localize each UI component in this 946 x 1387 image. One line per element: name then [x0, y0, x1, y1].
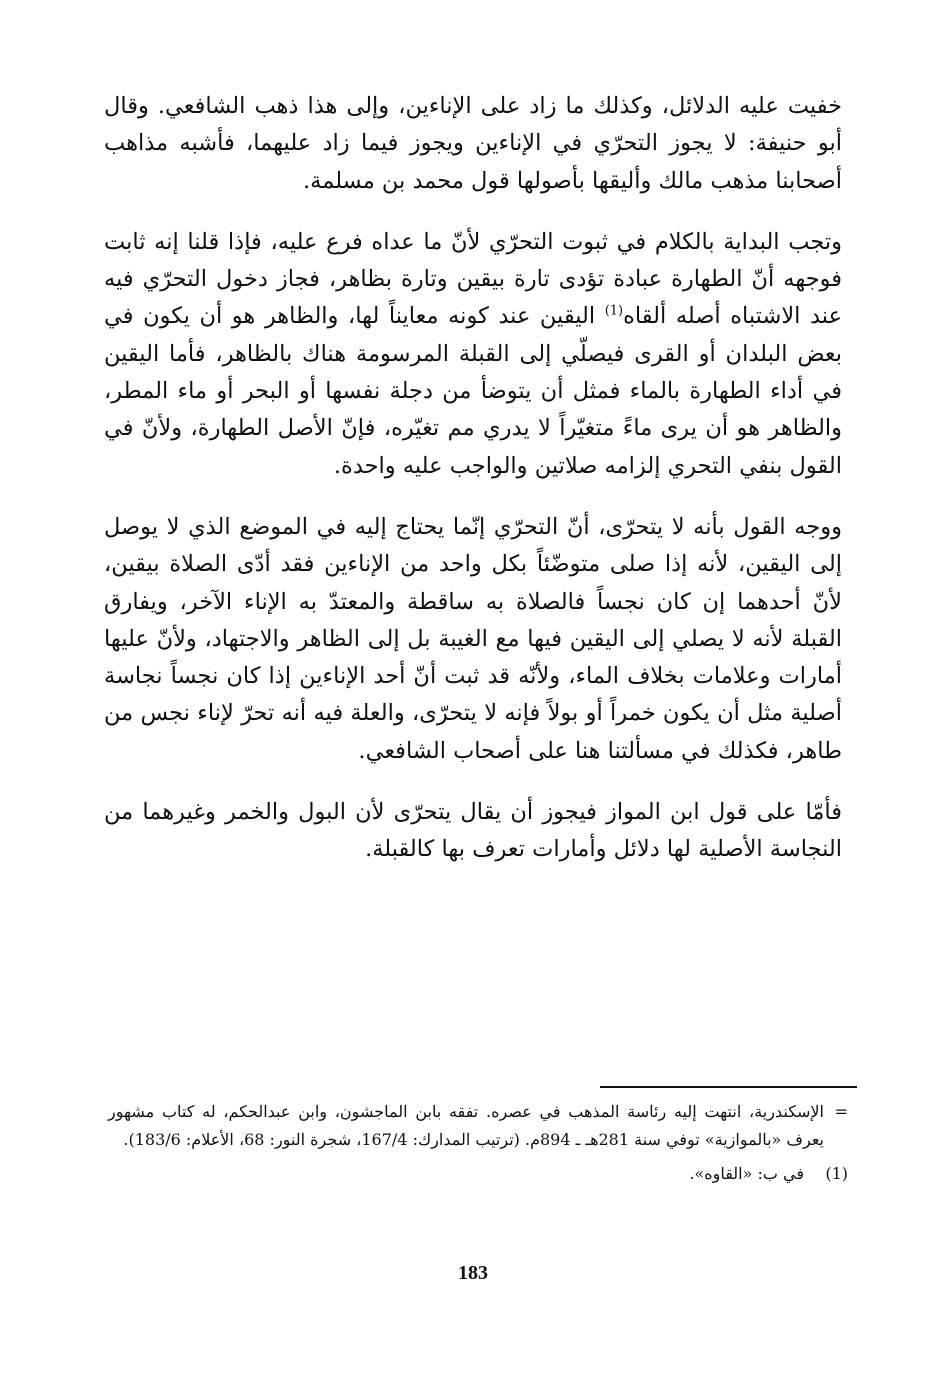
paragraph-2-text-a: وتجب البداية بالكلام في ثبوت التحرّي لأنّ ما عداه فرع عليه، فإذا قلنا إنه ثابت فوجهه أنّ الطهارة عبادة تؤدى تارة بيقين وتارة بظاهر، فجاز دخول التحرّي فيه عند الاشتباه أصله ألقاه	[104, 228, 842, 330]
footnote-1-text: في ب: «القاوه».	[689, 1164, 804, 1183]
paragraph-4: فأمّا على قول ابن المواز فيجوز أن يقال يتحرّى لأن البول والخمر وغيرهما من النجاسة الأصلية لها دلائل وأمارات تعرف بها كالقبلة.	[104, 799, 842, 863]
footnote-reference-1: (1)	[604, 303, 624, 319]
footnote-continuation-text: الإسكندرية، انتهت إليه رئاسة المذهب في عصره. تفقه بابن الماجشون، وابن عبدالحكم، له كتاب مشهور يعرف «بالموازية» توفي سنة 281هـ ـ 894م. (ترتيب المدارك: 167/4، شجرة النور: 68، الأعلام: 183/6).	[108, 1102, 824, 1149]
footnote-1-number: (1)	[825, 1164, 848, 1183]
footnote-continuation	[108, 1098, 848, 1154]
paragraph-3: ووجه القول بأنه لا يتحرّى، أنّ التحرّي إنّما يحتاج إليه في الموضع الذي لا يوصل إلى اليقين، لأنه إذا صلى متوضّئاً بكل واحد من الإناءين فقد أدّى الصلاة بيقين، لأنّ أحدهما إن كان نجساً فالصلاة به ساقطة والمعتدّ به الإناء الآخر، ويفارق القبلة لأنه لا يصلي إلى اليقين فيها مع الغيبة بل إلى الظاهر والاجتهاد، ولأنّ عليها أمارات وعلامات بخلاف الماء، ولأنّه قد ثبت أنّ أحد الإناءين إذا كان نجساً نجاسة أصلية مثل أن يكون خمراً أو بولاً فإنه لا يتحرّى، والعلة فيه أنه تحرّ لإناء نجس من طاهر، فكذلك في مسألتنا هنا على أصحاب الشافعي.	[104, 513, 842, 764]
paragraph-2-text-b: اليقين عند كونه معايناً لها، والظاهر هو أن يكون في بعض البلدان أو القرى فيصلّي إلى القبلة المرسومة هناك بالظاهر، فأما اليقين في أداء الطهارة بالماء فمثل أن يتوضأ من دجلة نفسها أو البحر أو ماء المطر، والظاهر هو أن يرى ماءً متغيّراً لا يدري مم تغيّره، فإنّ الأصل الطهارة، ولأنّ في القول بنفي التحري إلزامه صلاتين والواجب عليه واحدة.	[104, 303, 842, 479]
footnote-1	[108, 1160, 848, 1188]
paragraph-2	[104, 224, 842, 485]
footnotes	[108, 1098, 848, 1188]
paragraph-1: خفيت عليه الدلائل، وكذلك ما زاد على الإناءين، وإلى هذا ذهب الشافعي. وقال أبو حنيفة: لا يجوز التحرّي في الإناءين ويجوز فيما زاد عليهما، فأشبه مذاهب أصحابنا مذهب مالك وأليقها بأصولها قول محمد بن مسلمة.	[104, 93, 842, 194]
page-number: 183	[458, 1262, 488, 1284]
footnote-separator	[600, 1086, 857, 1088]
continuation-marker: =	[834, 1102, 848, 1121]
main-text	[104, 88, 842, 869]
